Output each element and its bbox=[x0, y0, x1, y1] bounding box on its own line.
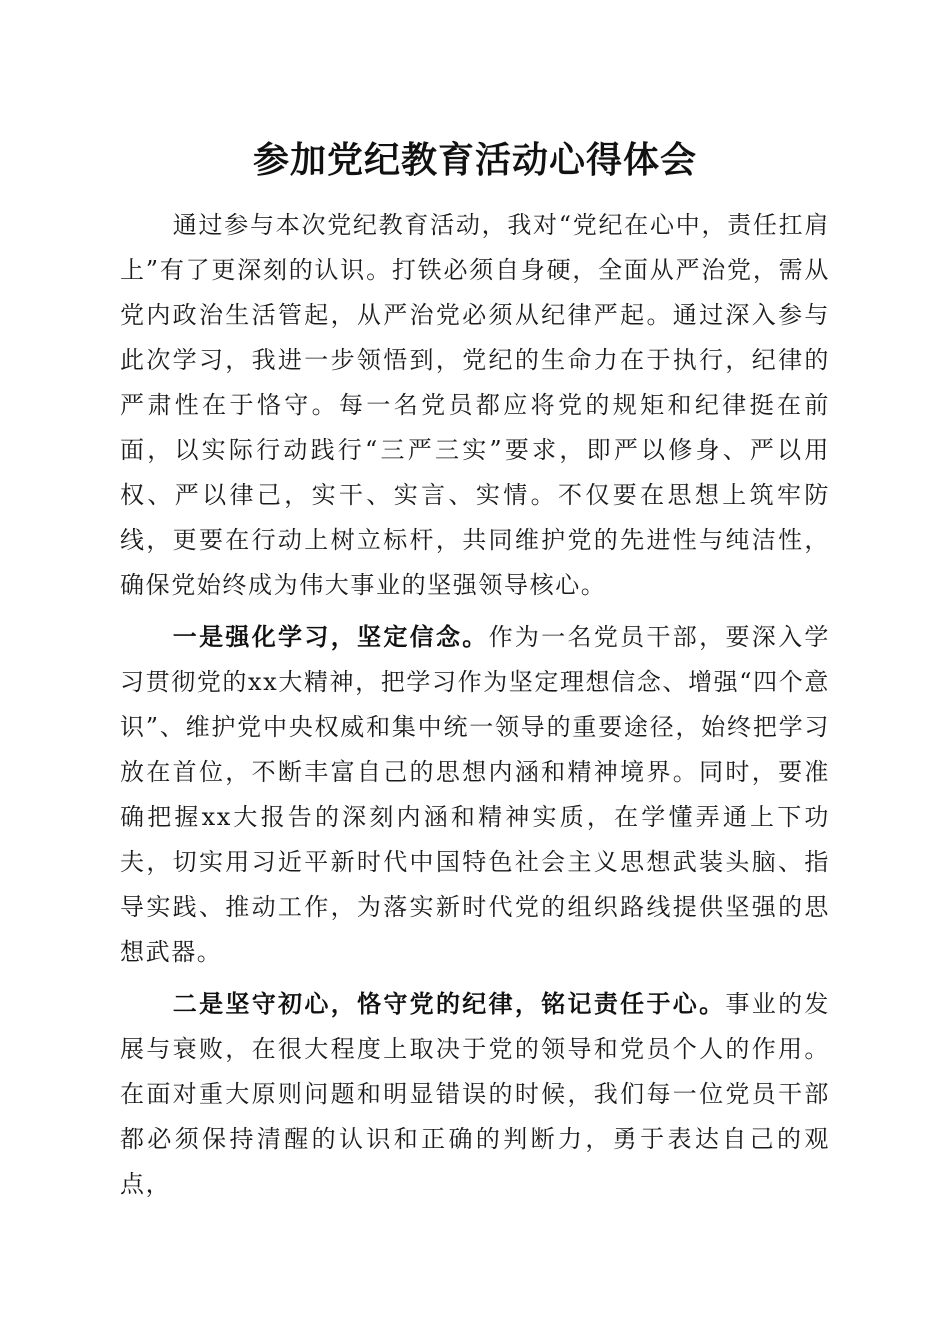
paragraph-point-two bbox=[120, 981, 830, 1207]
paragraph-point-one bbox=[120, 614, 830, 975]
paragraph-text: 作为一名党员干部，要深入学习贯彻党的xx大精神，把学习作为坚定理想信念、增强“四个意识”、维护党中央权威和集中统一领导的重要途径，始终把学习放在首位，不断丰富自己的思想内涵和精神境界。同时，要准确把握xx大报告的深刻内涵和精神实质，在学懂弄通上下功夫，切实用习近平新时代中国特色社会主义思想武装头脑、指导实践、推动工作，为落实新时代党的组织路线提供坚强的思想武器。 bbox=[120, 623, 830, 966]
document-body bbox=[120, 202, 830, 1213]
document-title: 参加党纪教育活动心得体会 bbox=[252, 139, 697, 181]
paragraph-text: 事业的发展与衰败，在很大程度上取决于党的领导和党员个人的作用。在面对重大原则问题和明显错误的时候，我们每一位党员干部都必须保持清醒的认识和正确的判断力，勇于表达自己的观点， bbox=[120, 990, 830, 1198]
paragraph-text: 通过参与本次党纪教育活动，我对“党纪在心中，责任扛肩上”有了更深刻的认识。打铁必须自身硬，全面从严治党，需从党内政治生活管起，从严治党必须从纪律严起。通过深入参与此次学习，我进一步领悟到，党纪的生命力在于执行，纪律的严肃性在于恪守。每一名党员都应将党的规矩和纪律挺在前面，以实际行动践行“三严三实”要求，即严以修身、严以用权、严以律己，实干、实言、实情。不仅要在思想上筑牢防线，更要在行动上树立标杆，共同维护党的先进性与纯洁性，确保党始终成为伟大事业的坚强领导核心。 bbox=[120, 211, 830, 599]
paragraph-lead: 二是坚守初心，恪守党的纪律，铭记责任于心。 bbox=[172, 989, 726, 1018]
paragraph-lead: 一是强化学习，坚定信念。 bbox=[172, 622, 489, 651]
paragraph-intro bbox=[120, 202, 830, 608]
